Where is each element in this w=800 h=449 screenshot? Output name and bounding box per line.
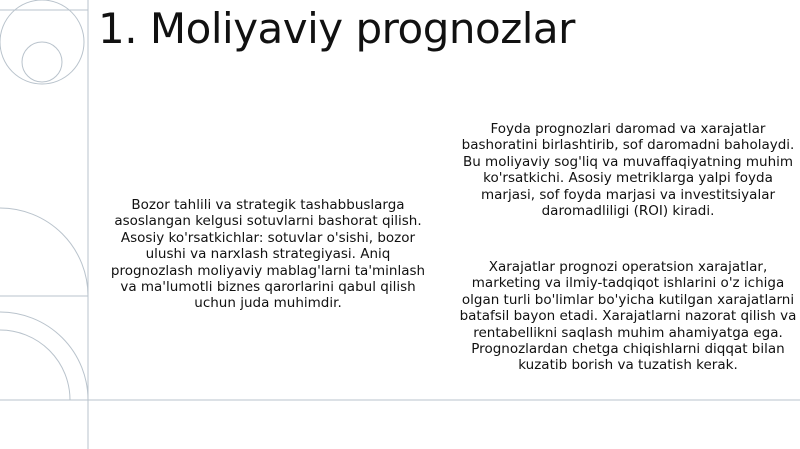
deco-half-circle-mid [0,208,88,296]
deco-half-circle-low [0,312,88,400]
sales-forecast-paragraph: Bozor tahlili va strategik tashabbuslarga asoslangan kelgusi sotuvlarni bashorat qilish. Asosiy ko'rsatkichlar: sotuvlar o'sishi, bozor ulushi va narxlash strategiyasi. Aniq prognozlash moliyaviy mablag'larni ta'minlash va ma'lumotli biznes qarorlarini qabul qilish uchun juda muhimdir. [110,197,426,312]
expense-forecast-paragraph: Xarajatlar prognozi operatsion xarajatlar, marketing va ilmiy-tadqiqot ishlarini o'z ichiga olgan turli bo'limlar bo'yicha kutilgan xarajatlarni batafsil bayon etadi. Xarajatlarni nazorat qilish va rentabellikni saqlash muhim ahamiyatga ega. Prognozlardan chetga chiqishlarni diqqat bilan kuzatib borish va tuzatish kerak. [459,259,797,374]
profit-forecast-paragraph: Foyda prognozlari daromad va xarajatlar bashoratini birlashtirib, sof daromadni baholaydi. Bu moliyaviy sog'liq va muvaffaqiyatning muhim ko'rsatkichi. Asosiy metriklarga yalpi foyda marjasi, sof foyda marjasi va investitsiyalar daromadliligi (ROI) kiradi. [461,121,795,220]
deco-circle-small [22,42,62,82]
page-title: 1. Moliyaviy prognozlar [98,4,575,53]
